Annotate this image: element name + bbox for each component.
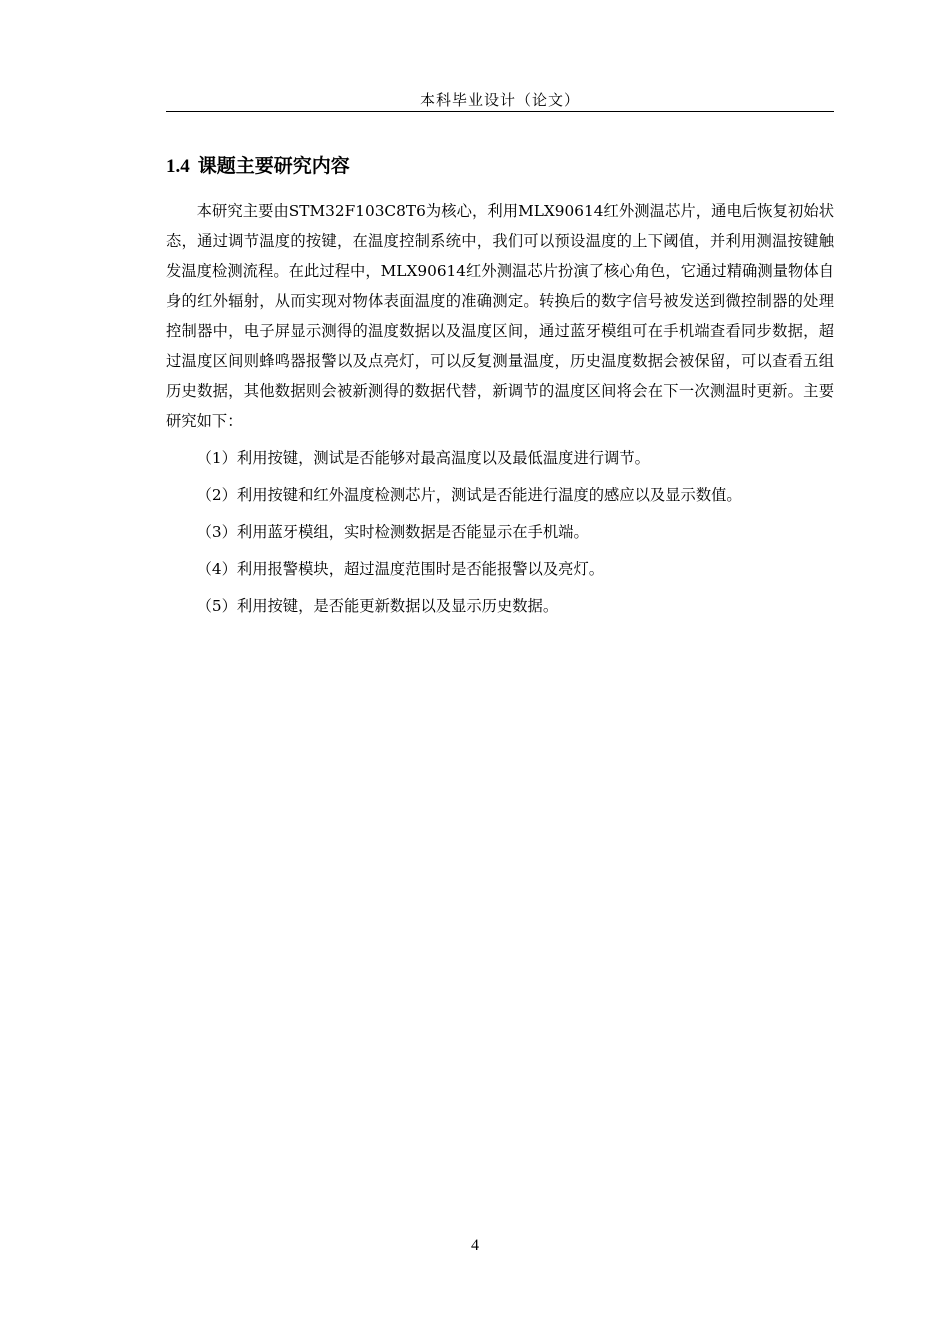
- header-rule: [166, 111, 834, 112]
- body-text: [166, 196, 834, 621]
- running-header: 本科毕业设计（论文）: [419, 91, 580, 109]
- section-title: 课题主要研究内容: [197, 155, 350, 177]
- list-item-4: （4）利用报警模块，超过温度范围时是否能报警以及亮灯。: [196, 560, 605, 578]
- section-number: 1.4: [166, 156, 190, 177]
- list-item-1: （1）利用按键，测试是否能够对最高温度以及最低温度进行调节。: [196, 449, 650, 467]
- page-number: 4: [471, 1237, 479, 1254]
- list-item-2: （2）利用按键和红外温度检测芯片，测试是否能进行温度的感应以及显示数值。: [196, 486, 742, 504]
- intro-paragraph: 本研究主要由STM32F103C8T6为核心，利用MLX90614红外测温芯片，通电后恢复初始状态，通过调节温度的按键，在温度控制系统中，我们可以预设温度的上下阈值，并利用测温按键触发温度检测流程。在此过程中，MLX90614红外测温芯片扮演了核心角色，它通过精确测量物体自身的红外辐射，从而实现对物体表面温度的准确测定。转换后的数字信号被发送到微控制器的处理控制器中，电子屏显示测得的温度数据以及温度区间，通过蓝牙模组可在手机端查看同步数据，超过温度区间则蜂鸣器报警以及点亮灯，可以反复测量温度，历史温度数据会被保留，可以查看五组历史数据，其他数据则会被新测得的数据代替，新调节的温度区间将会在下一次测温时更新。主要研究如下：: [166, 202, 834, 430]
- list-item-5: （5）利用按键，是否能更新数据以及显示历史数据。: [196, 597, 559, 615]
- section-heading: [166, 152, 350, 181]
- list-item-3: （3）利用蓝牙模组，实时检测数据是否能显示在手机端。: [196, 523, 589, 541]
